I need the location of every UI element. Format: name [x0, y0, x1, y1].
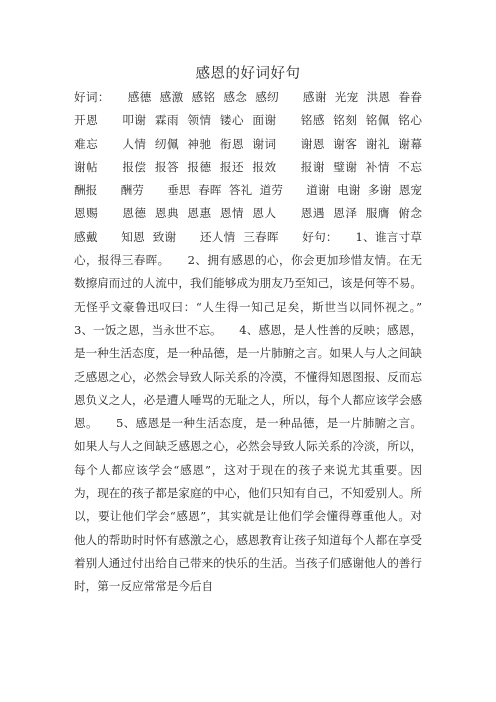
sentence-item: 1、谁言寸草心，报得三春晖。 — [74, 229, 422, 268]
document-body — [74, 86, 446, 599]
sentences-label: 好句： — [278, 229, 332, 244]
sentence-item: 2、拥有感恩的心，你会更加珍惜友情。在无数擦肩而过的人流中，我们能够成为朋友乃至知己，该是何等不易。无怪乎文豪鲁迅叹曰：“人生得一知己足矣，斯世当以同怀视之。” — [74, 253, 422, 314]
words-list: 感德 感激 感铭 感念 感纫 感谢 光宠 洪恩 眷眷 开恩 叩谢 霖雨 领情 镂心 面谢 铭感 铭刻 铭佩 铭心 难忘 人情 纫佩 神驰 衔恩 谢词 谢恩 谢客 谢礼 谢幕 谢帖 报偿 报答 报德 报还 报效 报谢 璧谢 补情 不忘 酬报 酬劳 垂思 春晖 答礼 道劳 道谢 电谢 多谢 恩宠 恩赐 恩德 恩典 恩惠 恩情 恩人 恩遇 恩泽 服膺 俯念 感戴 知恩 致谢 还人情 三春晖 — [74, 90, 430, 244]
sentence-item: 5、感恩是一种生活态度，是一种品德，是一片肺腑之言。如果人与人之间缺乏感恩之心，必然会导致人际关系的冷淡，所以，每个人都应该学会“感恩”，这对于现在的孩子来说尤其重要。因为，现在的孩子都是家庭的中心，他们只知有自己，不知爱别人。所以，要让他们学会“感恩”，其实就是让他们学会懂得尊重他人。对他人的帮助时时怀有感激之心，感恩教育让孩子知道每个人都在享受着别人通过付出给自己带来的快乐的生活。当孩子们感谢他人的善行时，第一反应常常是今后自 — [74, 416, 422, 594]
document-title: 感恩的好词好句 — [195, 66, 301, 82]
words-label: 好词： — [74, 90, 104, 104]
sentence-item: 4、感恩，是人性善的反映；感恩，是一种生活态度，是一种品德，是一片肺腑之言。如果人与人之间缺乏感恩之心，必然会导致人际关系的冷漠，不懂得知恩图报、反而忘恩负义之人，必是遭人唾骂的无耻之人，所以，每个人都应该学会感恩。 — [74, 322, 422, 431]
sentence-item: 3、一饭之恩，当永世不忘。 — [74, 299, 446, 337]
